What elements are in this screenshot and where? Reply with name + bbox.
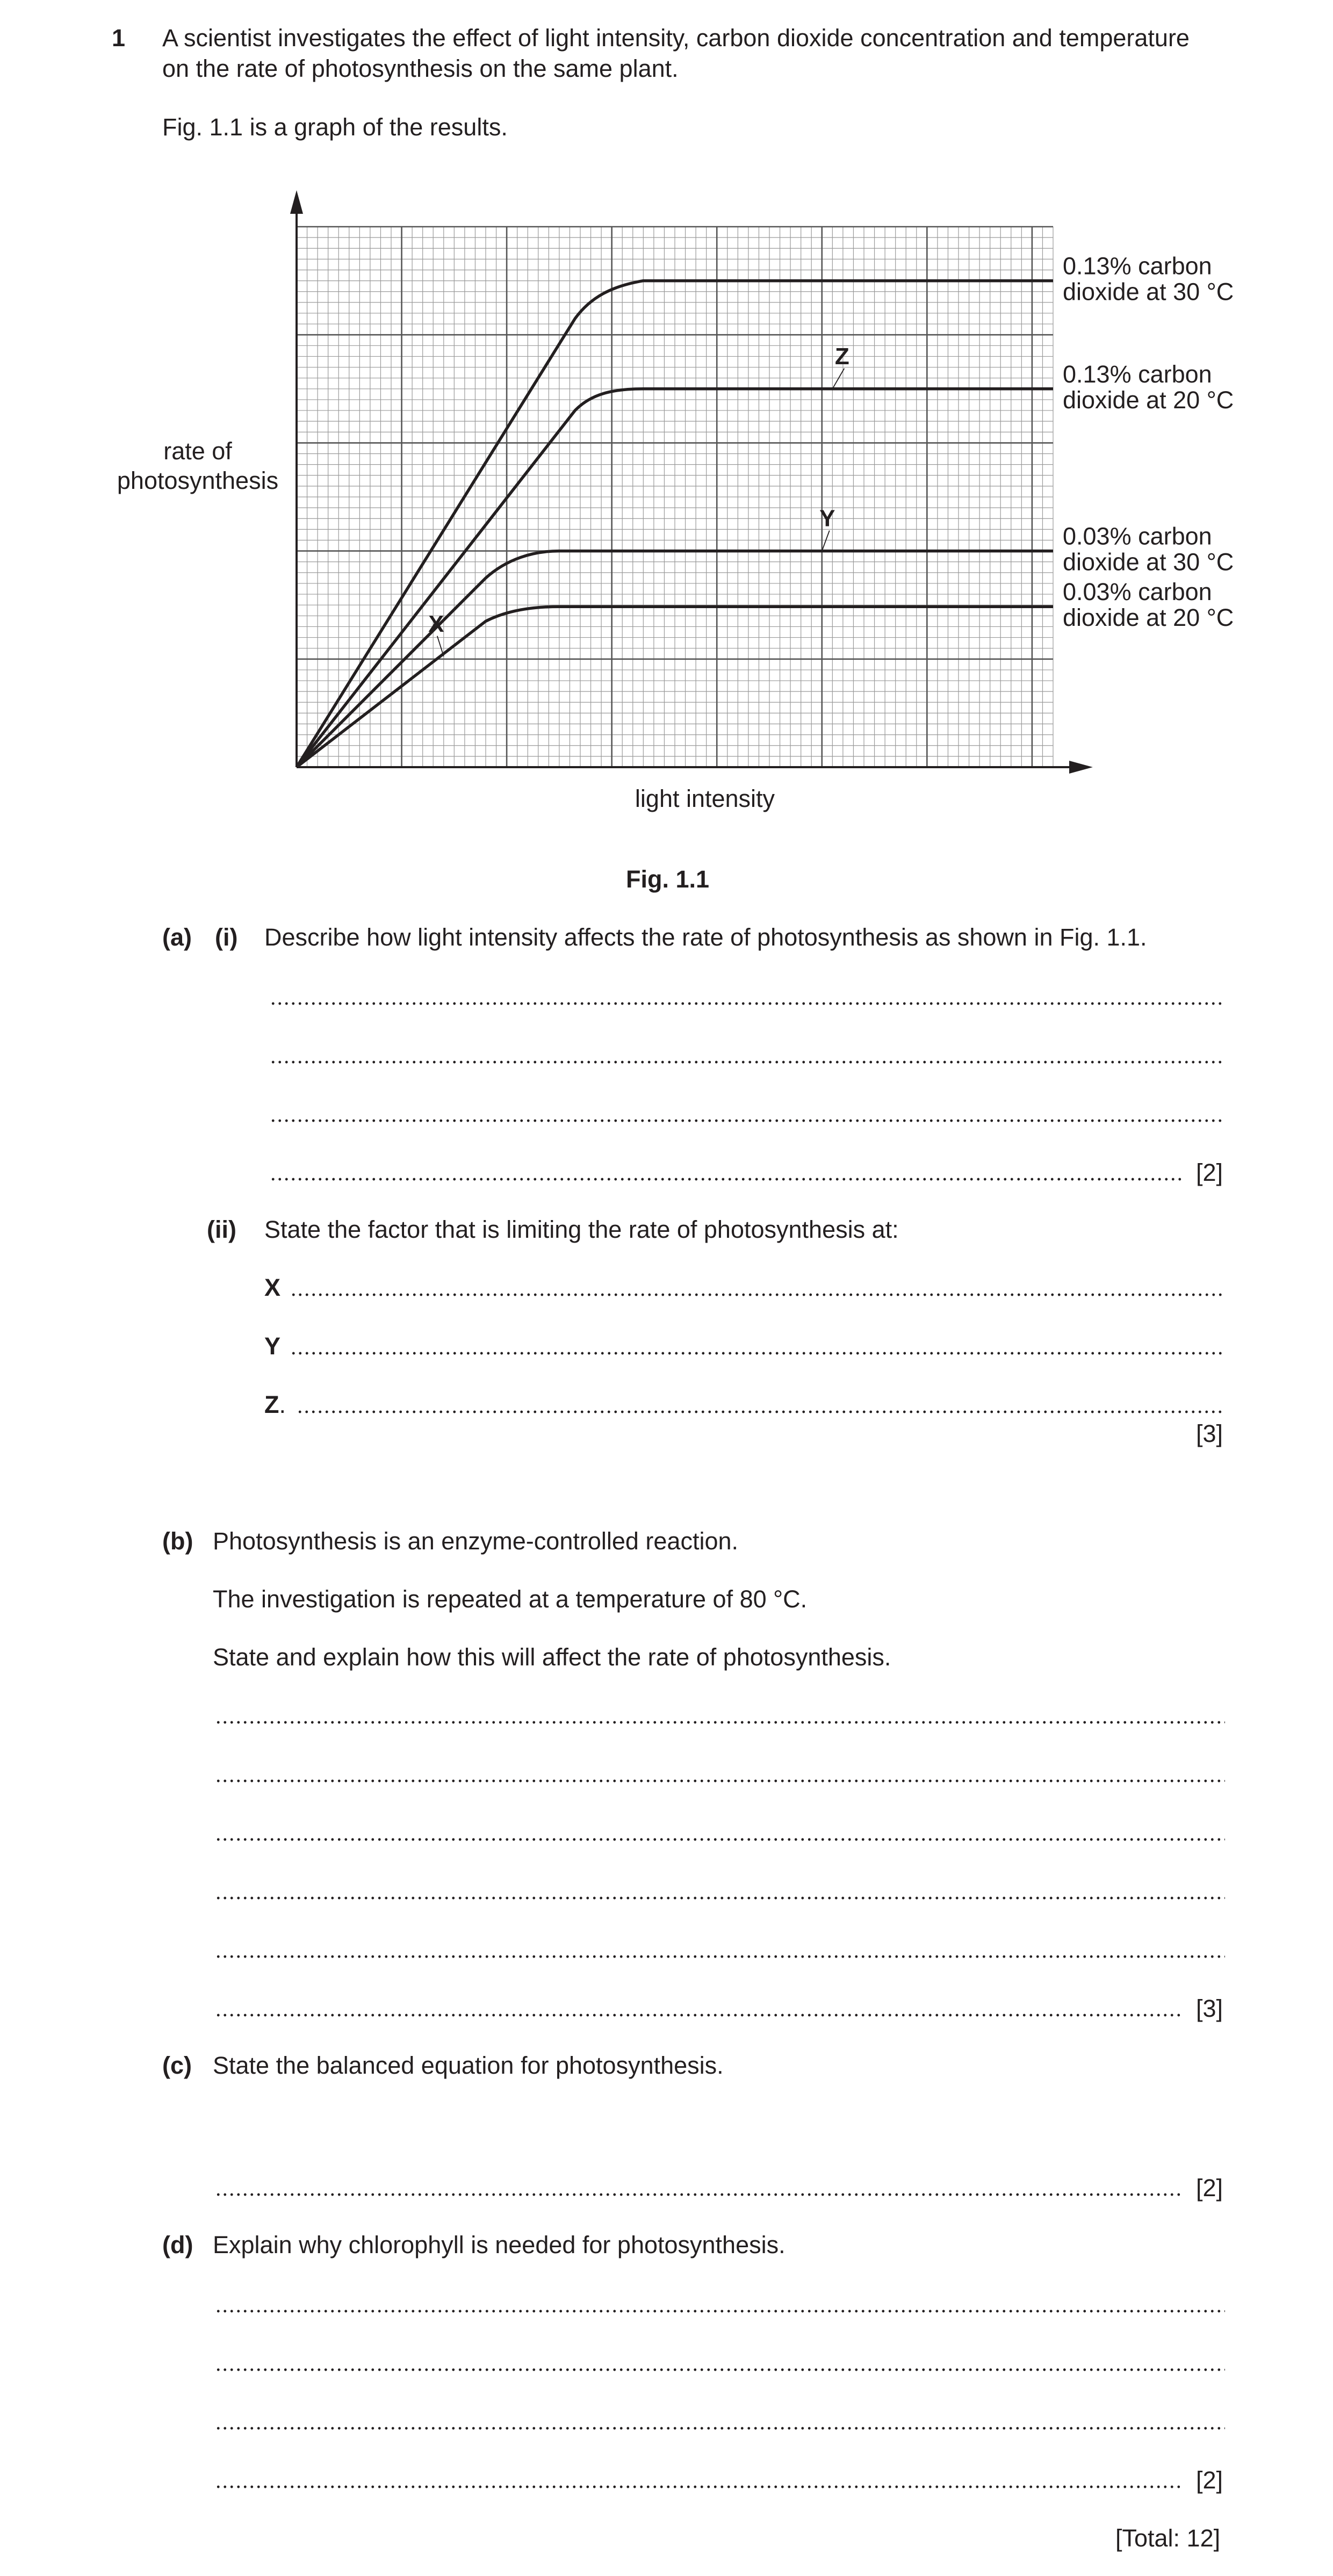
series-label-1-line1: 0.13% carbon — [1063, 252, 1212, 280]
part-a-ii-marks: [3] — [1196, 1420, 1223, 1447]
part-a-label: (a) — [162, 923, 192, 951]
point-y-label: Y — [264, 1332, 281, 1360]
minor-gridlines — [297, 227, 1053, 767]
answer-line-d-3[interactable] — [215, 2407, 1225, 2431]
question-intro-line1: A scientist investigates the effect of light intensity, carbon dioxide concentration and temperature — [162, 24, 1190, 52]
annotation-label-y: Y — [819, 505, 835, 532]
answer-line-a-i-4[interactable] — [270, 1158, 1183, 1182]
answer-line-b-6[interactable] — [215, 1994, 1182, 2018]
y-axis-arrowhead — [290, 190, 303, 214]
series-label-2-line2: dioxide at 20 °C — [1063, 386, 1234, 414]
answer-line-z[interactable] — [297, 1390, 1225, 1415]
annotation-label-z: Z — [834, 343, 849, 370]
point-x-label: X — [264, 1274, 281, 1301]
answer-line-a-i-2[interactable] — [270, 1041, 1225, 1065]
answer-line-c[interactable] — [215, 2173, 1182, 2198]
part-c-label: (c) — [162, 2052, 192, 2079]
part-c-marks: [2] — [1196, 2174, 1223, 2202]
answer-line-y[interactable] — [290, 1332, 1225, 1356]
question-intro-line2: on the rate of photosynthesis on the same plant. — [162, 55, 679, 82]
answer-line-b-4[interactable] — [215, 1877, 1225, 1901]
photosynthesis-graph — [0, 172, 1333, 843]
annotation-leader-z — [832, 369, 844, 389]
part-b-line2: The investigation is repeated at a temperature of 80 °C. — [213, 1585, 808, 1613]
part-a-ii-question: State the factor that is limiting the rate of photosynthesis at: — [264, 1216, 899, 1243]
answer-line-d-1[interactable] — [215, 2290, 1225, 2314]
series-labels — [1063, 252, 1234, 632]
figure-reference: Fig. 1.1 is a graph of the results. — [162, 113, 508, 141]
series-label-2-line1: 0.13% carbon — [1063, 360, 1212, 388]
part-d-label: (d) — [162, 2231, 193, 2258]
answer-line-b-2[interactable] — [215, 1759, 1225, 1784]
annotation-leader-y — [822, 531, 830, 551]
x-axis-label: light intensity — [635, 785, 775, 812]
annotation-leader-x — [437, 636, 444, 656]
part-a-ii-label: (ii) — [207, 1216, 236, 1243]
answer-line-b-3[interactable] — [215, 1818, 1225, 1843]
point-z-label: Z. — [264, 1391, 286, 1418]
part-c-question: State the balanced equation for photosynthesis. — [213, 2052, 724, 2079]
chart-axes — [290, 190, 1093, 774]
series-label-4-line2: dioxide at 20 °C — [1063, 604, 1234, 632]
answer-line-b-5[interactable] — [215, 1935, 1225, 1960]
part-a-i-label: (i) — [215, 923, 238, 951]
part-a-i-marks: [2] — [1196, 1159, 1223, 1186]
series-label-1-line2: dioxide at 30 °C — [1063, 278, 1234, 306]
x-axis-arrowhead — [1069, 761, 1093, 774]
answer-line-a-i-1[interactable] — [270, 982, 1225, 1007]
series-label-3-line2: dioxide at 30 °C — [1063, 548, 1234, 576]
series-label-4-line1: 0.03% carbon — [1063, 578, 1212, 606]
answer-line-a-i-3[interactable] — [270, 1099, 1225, 1124]
part-d-marks: [2] — [1196, 2466, 1223, 2494]
total-marks: [Total: 12] — [1115, 2524, 1221, 2552]
series-label-3-line1: 0.03% carbon — [1063, 522, 1212, 550]
y-axis-label-line2: photosynthesis — [117, 467, 279, 494]
part-b-label: (b) — [162, 1527, 193, 1555]
figure-caption: Fig. 1.1 — [626, 865, 710, 893]
part-a-i-question: Describe how light intensity affects the rate of photosynthesis as shown in Fig. 1.1. — [264, 923, 1147, 951]
answer-line-x[interactable] — [290, 1273, 1225, 1298]
y-axis-label-line1: rate of — [163, 437, 232, 465]
annotation-label-x: X — [428, 610, 444, 637]
part-d-question: Explain why chlorophyll is needed for photosynthesis. — [213, 2231, 786, 2258]
part-b-line1: Photosynthesis is an enzyme-controlled reaction. — [213, 1527, 739, 1555]
answer-line-d-2[interactable] — [215, 2348, 1225, 2373]
question-number: 1 — [112, 24, 126, 52]
part-b-marks: [3] — [1196, 1995, 1223, 2022]
answer-line-d-4[interactable] — [215, 2465, 1182, 2490]
part-b-line3: State and explain how this will affect the rate of photosynthesis. — [213, 1643, 891, 1671]
answer-line-b-1[interactable] — [215, 1701, 1225, 1726]
